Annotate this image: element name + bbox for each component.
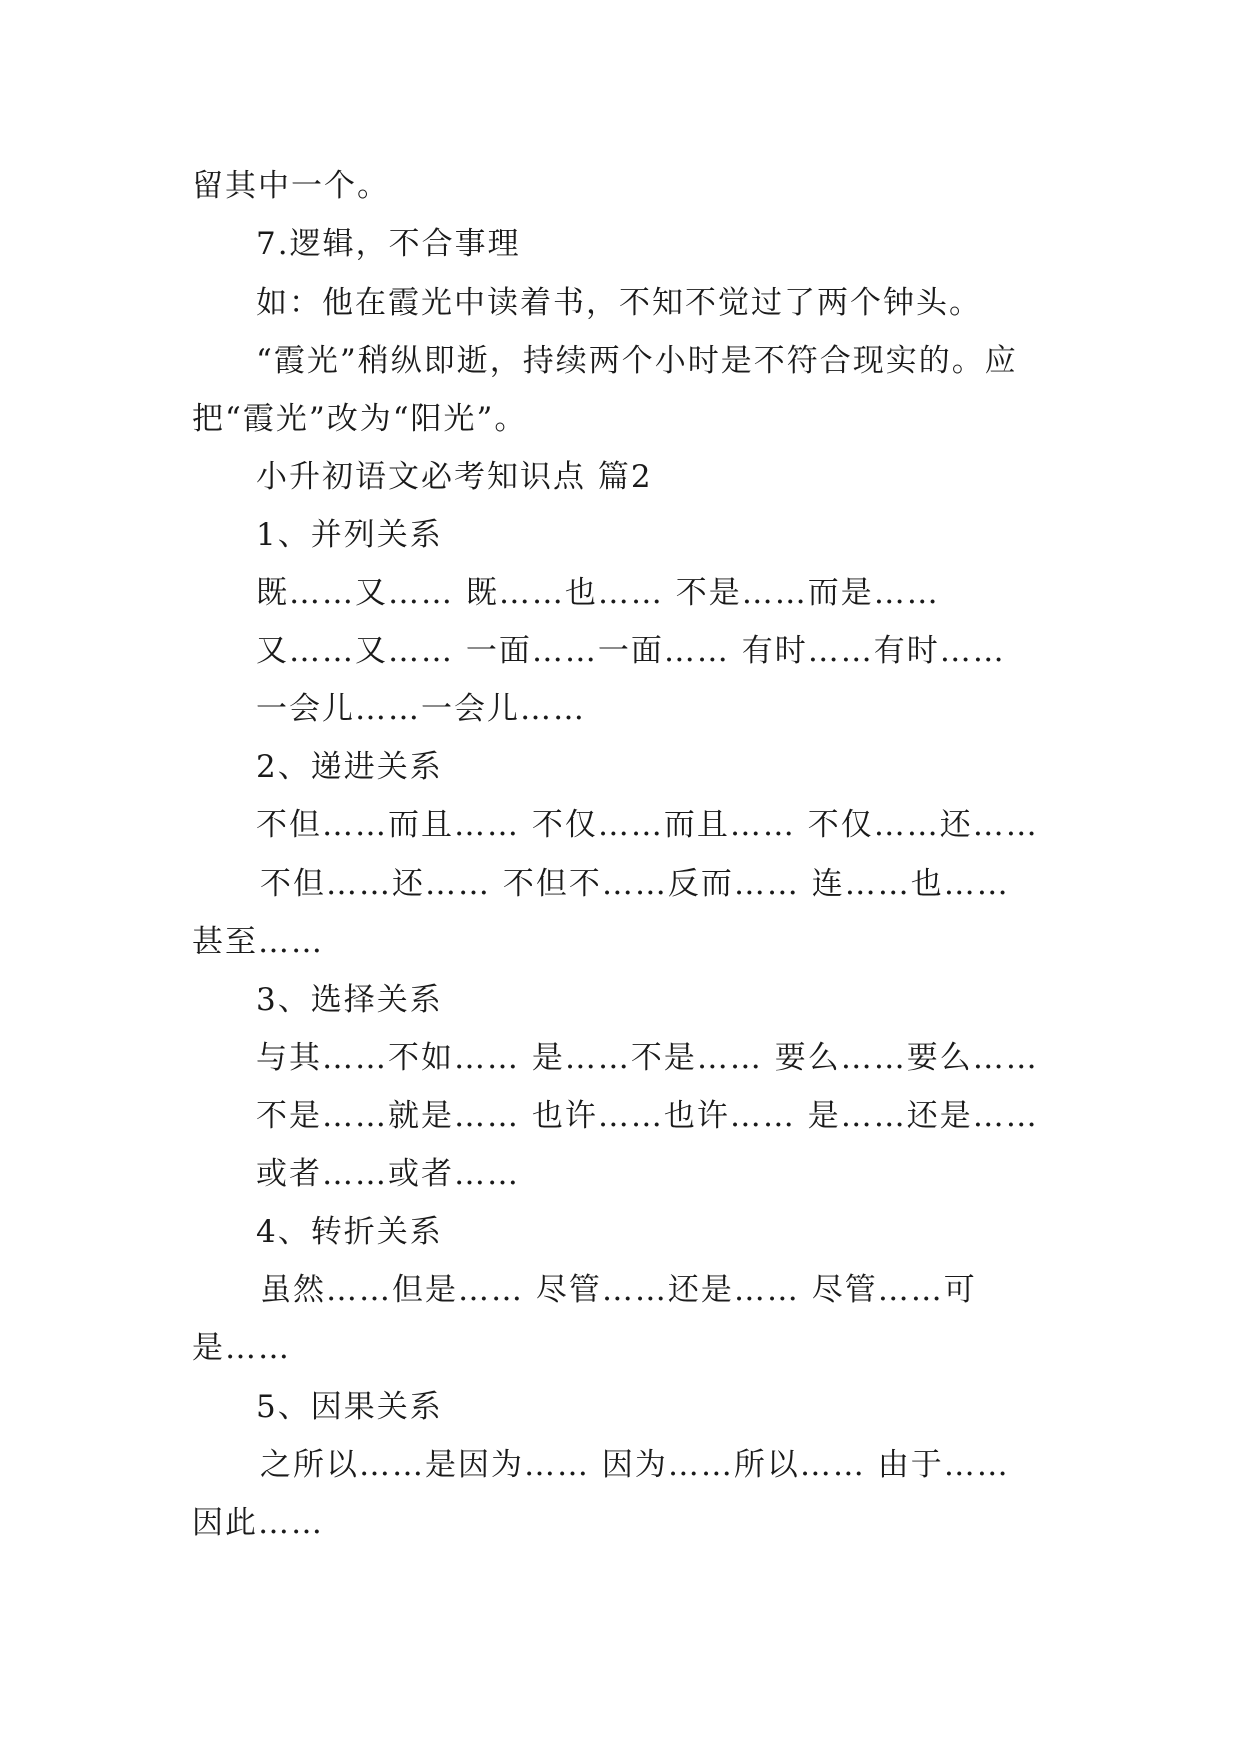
text-line: 或者……或者…… bbox=[256, 1156, 520, 1192]
text-line: 不但……还…… 不但不……反而…… 连……也…… bbox=[260, 866, 1010, 902]
article-title: 小升初语文必考知识点 篇2 bbox=[256, 459, 653, 495]
section-heading: 1、并列关系 bbox=[256, 517, 443, 553]
section-heading: 2、递进关系 bbox=[256, 749, 443, 785]
text-line: 之所以……是因为…… 因为……所以…… 由于…… bbox=[260, 1447, 1010, 1483]
text-line: 与其……不如…… 是……不是…… 要么……要么…… bbox=[256, 1040, 1039, 1076]
text-line: “霞光”稍纵即逝，持续两个小时是不符合现实的。应 bbox=[256, 343, 1018, 379]
text-line: 如：他在霞光中读着书，不知不觉过了两个钟头。 bbox=[256, 285, 982, 321]
text-line: 甚至…… bbox=[192, 924, 324, 960]
text-line: 把“霞光”改为“阳光”。 bbox=[192, 401, 528, 437]
text-line: 不但……而且…… 不仅……而且…… 不仅……还…… bbox=[256, 807, 1039, 843]
text-line: 不是……就是…… 也许……也许…… 是……还是…… bbox=[256, 1098, 1039, 1134]
section-heading: 3、选择关系 bbox=[256, 982, 443, 1018]
text-line: 既……又…… 既……也…… 不是……而是…… bbox=[256, 575, 940, 611]
text-line: 因此…… bbox=[192, 1505, 324, 1541]
section-heading: 7.逻辑，不合事理 bbox=[256, 226, 521, 262]
text-line: 是…… bbox=[192, 1330, 291, 1366]
text-line: 又……又…… 一面……一面…… 有时……有时…… bbox=[256, 633, 1006, 669]
text-line: 虽然……但是…… 尽管……还是…… 尽管……可 bbox=[260, 1272, 977, 1308]
section-heading: 4、转折关系 bbox=[256, 1214, 443, 1250]
text-line: 留其中一个。 bbox=[192, 168, 390, 204]
text-line: 一会儿……一会儿…… bbox=[256, 691, 586, 727]
section-heading: 5、因果关系 bbox=[256, 1389, 443, 1425]
